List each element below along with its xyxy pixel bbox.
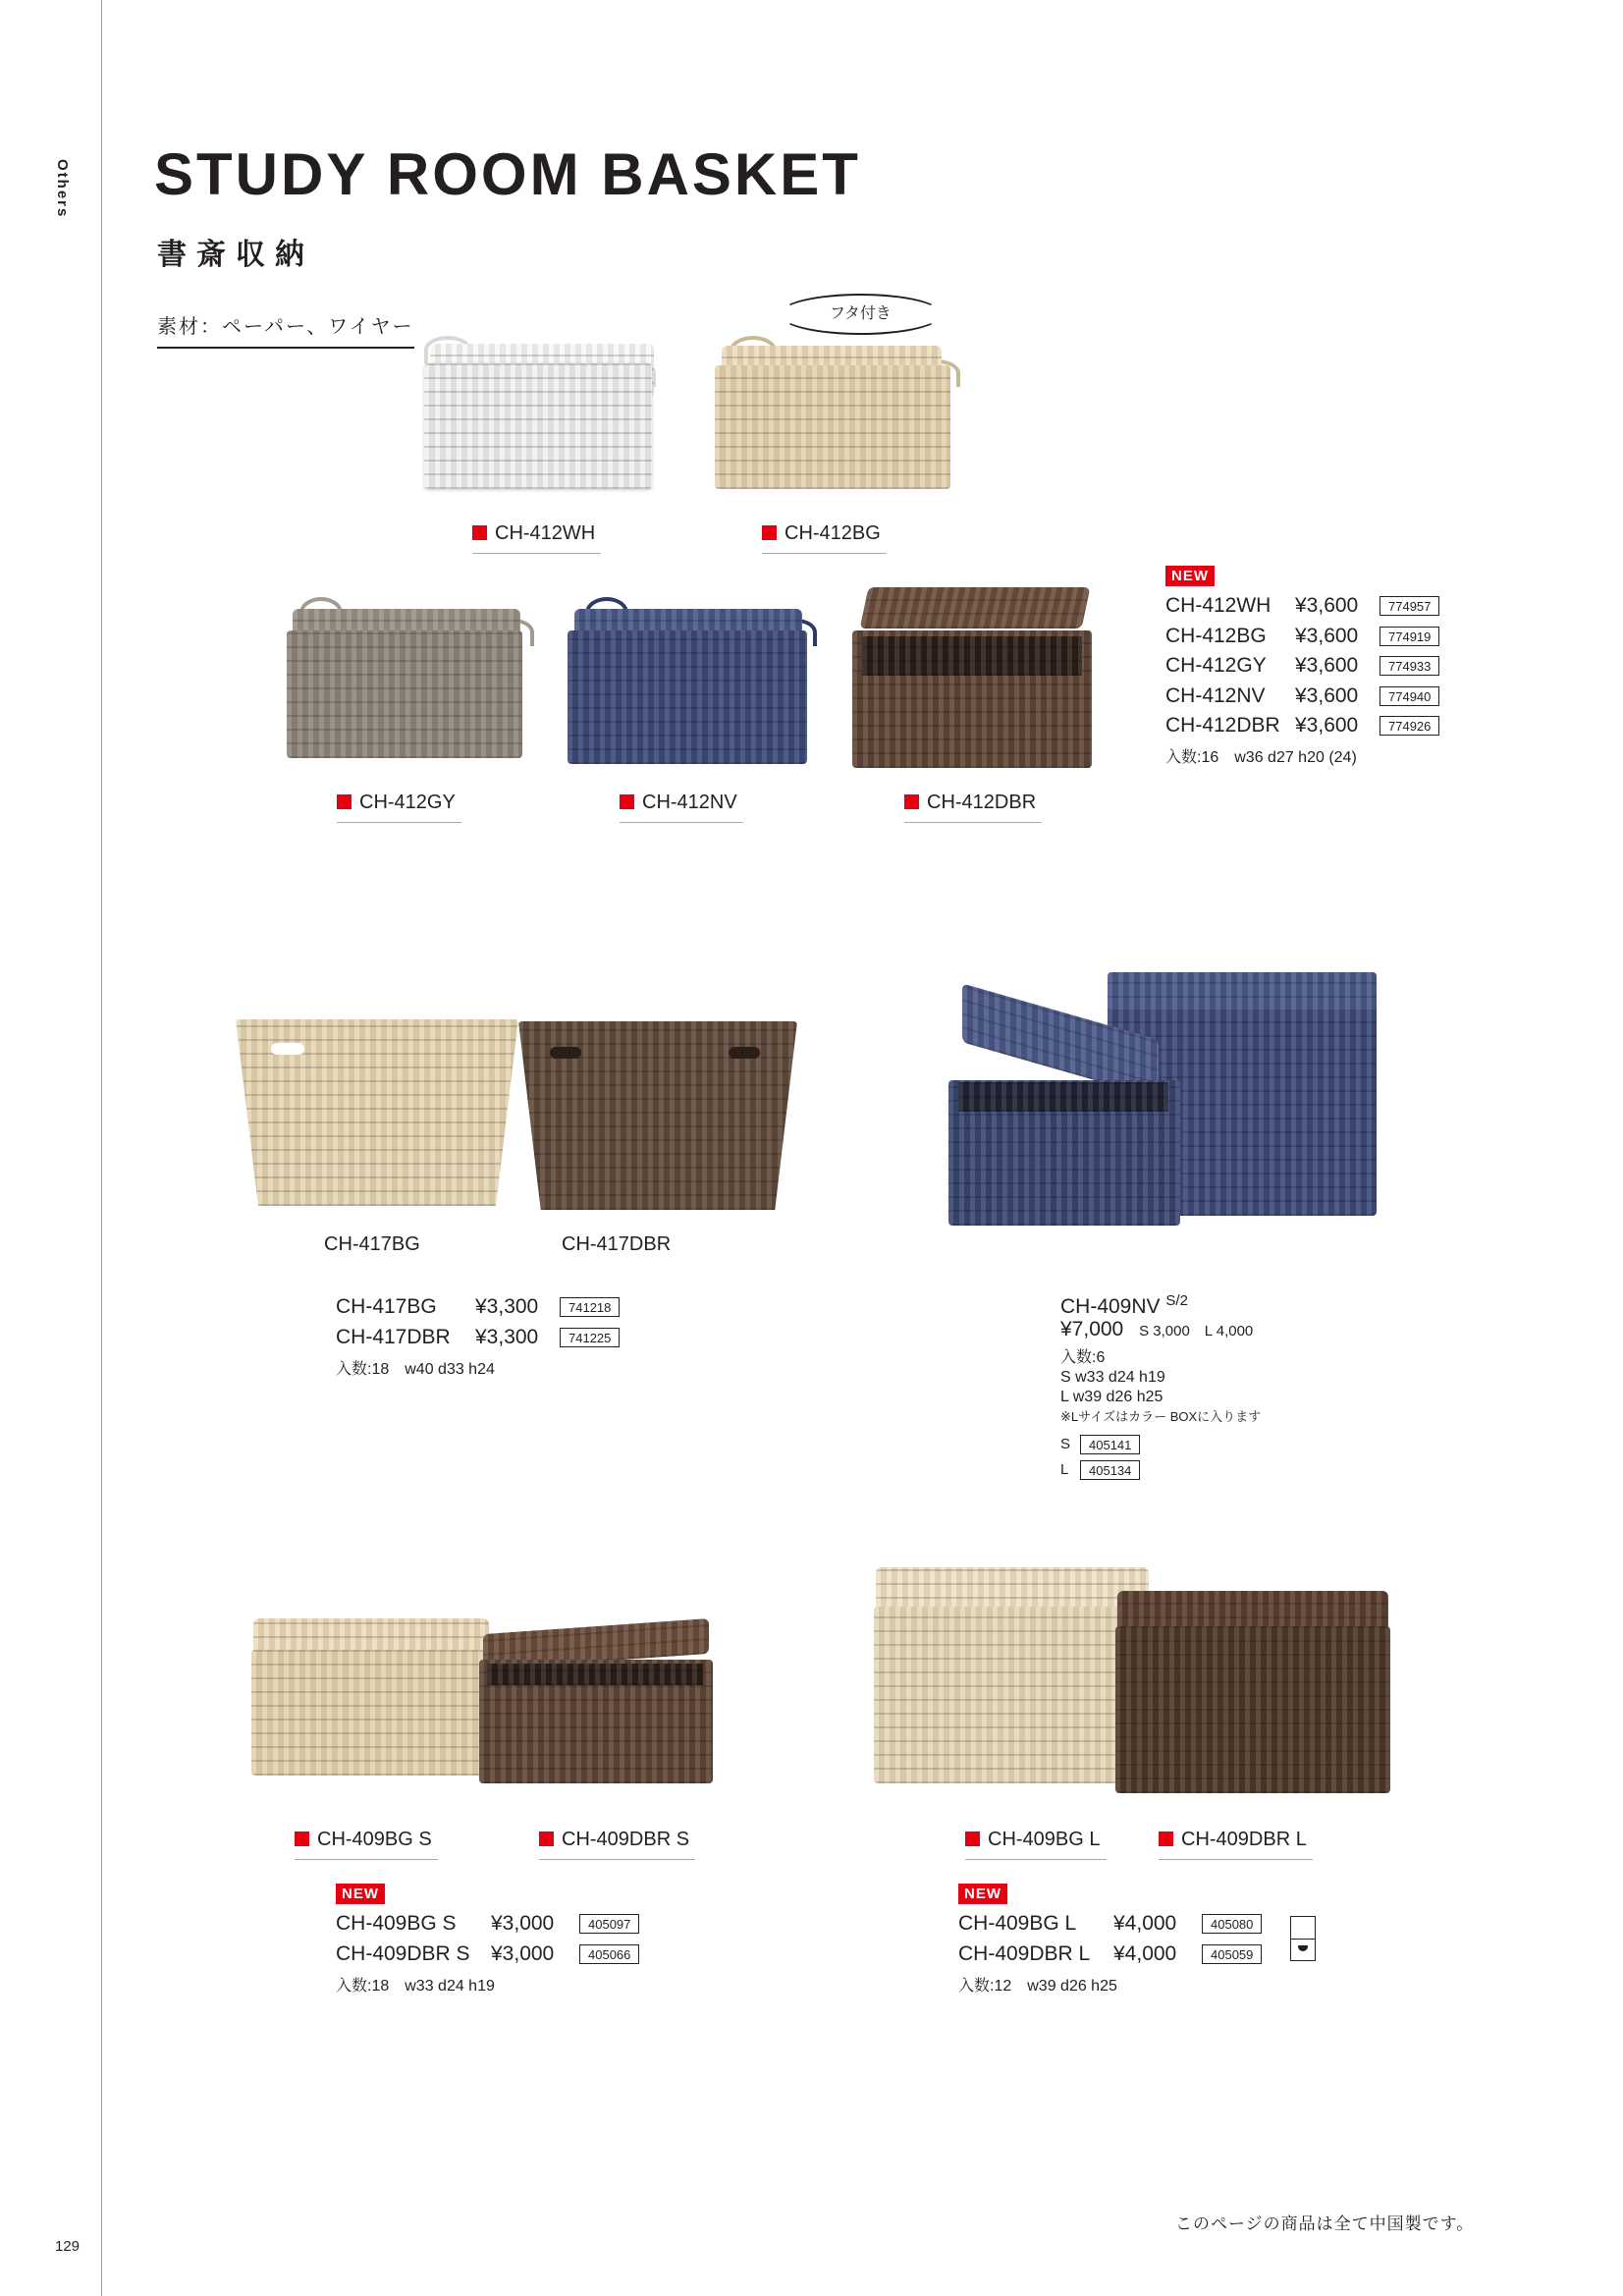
page-number: 129 xyxy=(55,2238,81,2255)
price-list-ch409s xyxy=(336,1909,639,1969)
product-code: 741218 xyxy=(560,1297,620,1317)
red-square-icon xyxy=(472,525,487,540)
price-row xyxy=(958,1940,1262,1970)
tag-ch412bg xyxy=(762,522,887,554)
size-l: L w39 d26 h25 xyxy=(1060,1389,1163,1405)
code-box: 405141 xyxy=(1080,1435,1140,1454)
model-name: CH-412GY xyxy=(1165,654,1267,677)
new-badge: NEW xyxy=(336,1884,385,1904)
price-row xyxy=(1165,682,1439,712)
model-name: CH-412DBR xyxy=(1165,714,1280,737)
label-ch417dbr: CH-417DBR xyxy=(562,1233,672,1255)
price: ¥3,600 xyxy=(1295,714,1359,737)
tag-label: CH-409BG S xyxy=(317,1829,432,1850)
tag-ch409dbr-s xyxy=(539,1829,695,1860)
red-square-icon xyxy=(762,525,777,540)
price-row xyxy=(1165,591,1439,622)
price: ¥4,000 xyxy=(1113,1912,1177,1935)
page-subtitle: 書斎収納 xyxy=(157,239,314,271)
tag-ch409bg-l xyxy=(965,1829,1107,1860)
red-square-icon xyxy=(337,794,352,809)
red-square-icon xyxy=(965,1831,980,1846)
model-name: CH-409DBR L xyxy=(958,1941,1091,1965)
product-code: 405080 xyxy=(1202,1914,1262,1934)
new-badge: NEW xyxy=(958,1884,1007,1904)
tag-ch412nv xyxy=(620,792,743,823)
model-name: CH-417DBR xyxy=(336,1325,451,1348)
spec-ch417: 入数:18 w40 d33 h24 xyxy=(336,1361,495,1378)
product-code: 774940 xyxy=(1380,686,1439,706)
code-label: L xyxy=(1060,1461,1069,1478)
model-name: CH-409NV xyxy=(1060,1295,1161,1318)
model-name: CH-409DBR S xyxy=(336,1941,470,1965)
color-box-fit-icon xyxy=(1290,1916,1316,1961)
tag-label: CH-412GY xyxy=(359,792,456,813)
red-square-icon xyxy=(1159,1831,1173,1846)
tag-label: CH-412NV xyxy=(642,792,737,813)
page-margin-line xyxy=(101,0,102,2296)
tag-label: CH-409DBR L xyxy=(1181,1829,1307,1850)
price: ¥3,300 xyxy=(475,1295,539,1318)
product-code: 774926 xyxy=(1380,716,1439,736)
tag-ch409bg-s xyxy=(295,1829,438,1860)
lid-callout xyxy=(779,294,943,335)
red-square-icon xyxy=(539,1831,554,1846)
red-square-icon xyxy=(620,794,634,809)
product-code: 774957 xyxy=(1380,596,1439,616)
price-row xyxy=(1165,622,1439,652)
tag-label: CH-409DBR S xyxy=(562,1829,690,1850)
model-name: CH-412NV xyxy=(1165,683,1266,707)
price-row xyxy=(336,1909,639,1940)
model-ch409nv xyxy=(1060,1292,1188,1319)
spec-ch409nv xyxy=(1060,1348,1261,1427)
spec-ch409s: 入数:18 w33 d24 h19 xyxy=(336,1978,495,1995)
model-name: CH-409BG L xyxy=(958,1912,1077,1935)
red-square-icon xyxy=(295,1831,309,1846)
spec-ch412: 入数:16 w36 d27 h20 (24) xyxy=(1165,749,1357,766)
section-side-label: Others xyxy=(54,159,71,219)
new-badge: NEW xyxy=(1165,566,1215,586)
tag-label: CH-412DBR xyxy=(927,792,1037,813)
price-list-ch409l xyxy=(958,1909,1262,1969)
model-name: CH-412WH xyxy=(1165,594,1271,617)
price: ¥3,000 xyxy=(491,1941,555,1965)
price: ¥4,000 xyxy=(1113,1941,1177,1965)
tag-label: CH-412WH xyxy=(495,522,596,544)
code-label: S xyxy=(1060,1436,1071,1452)
tag-ch412dbr xyxy=(904,792,1042,823)
product-code: 405059 xyxy=(1202,1944,1262,1964)
price-row xyxy=(958,1909,1262,1940)
tag-ch412wh xyxy=(472,522,601,554)
price-list-ch417 xyxy=(336,1292,620,1352)
price: ¥3,300 xyxy=(475,1325,539,1348)
price: ¥3,600 xyxy=(1295,624,1359,647)
tag-ch409dbr-l xyxy=(1159,1829,1313,1860)
price-row xyxy=(336,1292,620,1323)
product-code: 405097 xyxy=(579,1914,639,1934)
price: ¥3,600 xyxy=(1295,594,1359,617)
label-ch417bg: CH-417BG xyxy=(324,1233,420,1255)
price-row xyxy=(1165,651,1439,682)
price-ch409nv xyxy=(1060,1318,1253,1341)
model-name: CH-412BG xyxy=(1165,624,1267,647)
origin-footnote: このページの商品は全て中国製です。 xyxy=(1175,2214,1475,2233)
price-row xyxy=(1165,711,1439,741)
spec-ch409l: 入数:12 w39 d26 h25 xyxy=(958,1978,1117,1995)
page-title: STUDY ROOM BASKET xyxy=(154,141,861,207)
set-mark: S/2 xyxy=(1165,1292,1188,1309)
red-square-icon xyxy=(904,794,919,809)
price-total: ¥7,000 xyxy=(1060,1318,1124,1340)
product-code: 774933 xyxy=(1380,656,1439,676)
qty: 入数:6 xyxy=(1060,1349,1106,1366)
product-code: 741225 xyxy=(560,1328,620,1347)
code-box: 405134 xyxy=(1080,1460,1140,1480)
material-note: 素材：ペーパー、ワイヤー xyxy=(157,310,414,349)
price: ¥3,000 xyxy=(491,1912,555,1935)
price-detail: S 3,000 L 4,000 xyxy=(1139,1323,1254,1339)
price-row xyxy=(336,1323,620,1353)
price: ¥3,600 xyxy=(1295,683,1359,707)
tag-ch412gy xyxy=(337,792,461,823)
product-code: 774919 xyxy=(1380,627,1439,646)
lid-callout-text: フタ付き xyxy=(830,305,892,322)
product-code: 405066 xyxy=(579,1944,639,1964)
size-s: S w33 d24 h19 xyxy=(1060,1369,1165,1386)
tag-label: CH-409BG L xyxy=(988,1829,1101,1850)
model-name: CH-409BG S xyxy=(336,1912,457,1935)
size-note: ※Lサイズはカラー BOXに入ります xyxy=(1060,1409,1262,1424)
price-row xyxy=(336,1940,639,1970)
price-list-ch412 xyxy=(1165,591,1439,741)
model-name: CH-417BG xyxy=(336,1295,437,1318)
codes-ch409nv xyxy=(1060,1432,1140,1483)
tag-label: CH-412BG xyxy=(784,522,881,544)
price: ¥3,600 xyxy=(1295,654,1359,677)
